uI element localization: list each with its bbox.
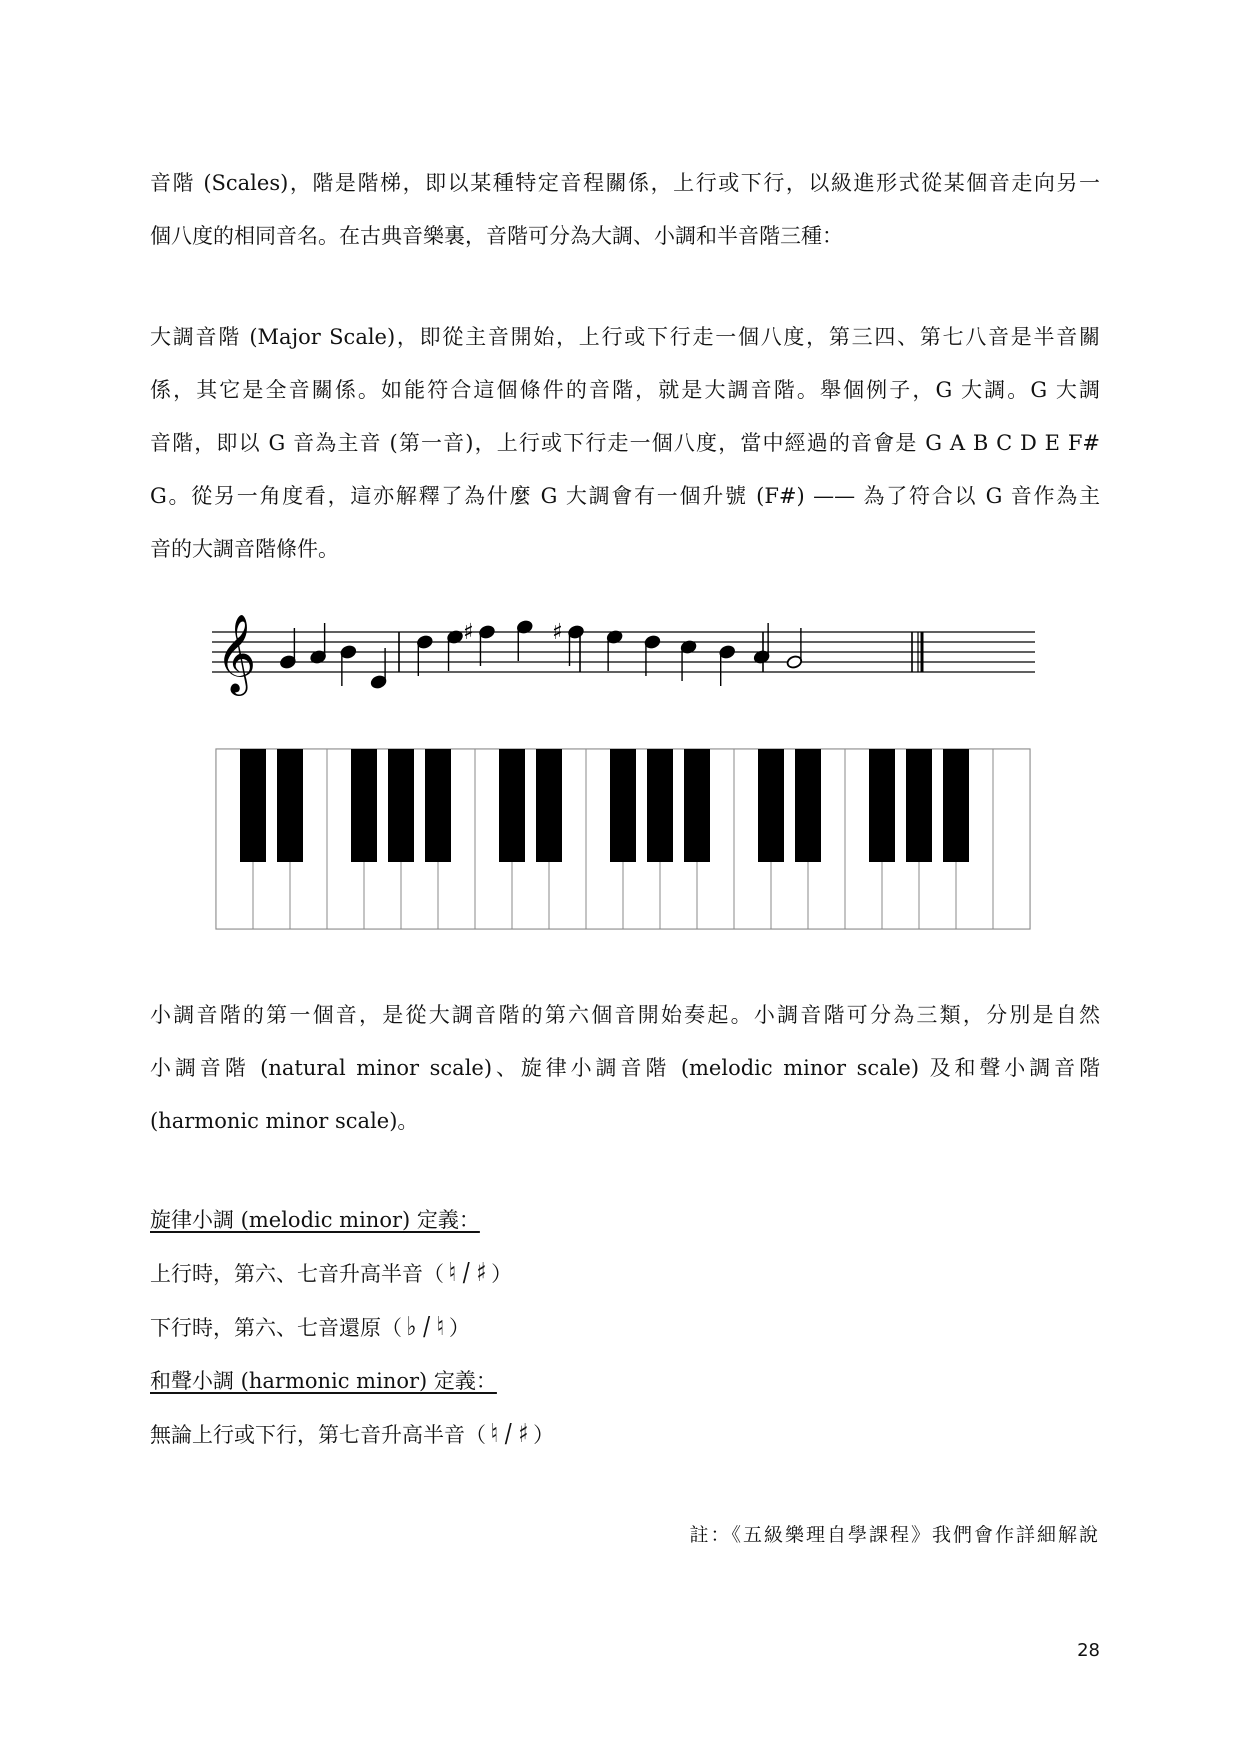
black-key — [684, 749, 710, 862]
text-line: 大調音階 (Major Scale)，即從主音開始，上行或下行走一個八度，第三四、第七八音是半音關 — [150, 325, 1100, 349]
black-key — [869, 749, 895, 862]
text-line: G。從另一角度看，這亦解釋了為什麼 G 大調會有一個升號 (F#) —— 為了符合以 G 音作為主 — [150, 484, 1100, 508]
piano-keyboard — [212, 745, 1032, 935]
g-major-scale-staff — [200, 600, 1040, 710]
black-key — [647, 749, 673, 862]
page-number: 28 — [1077, 1640, 1100, 1661]
harmonic-line — [150, 1408, 1100, 1462]
paren: （ — [423, 1262, 444, 1286]
white-key — [993, 749, 1030, 929]
treble-clef-icon: 𝄞 — [216, 614, 257, 693]
melodic-down-line — [150, 1301, 1100, 1355]
harmonic-label: 無論上行或下行，第七音升高半音 — [150, 1423, 465, 1447]
black-key — [499, 749, 525, 862]
black-key — [351, 749, 377, 862]
paren: ） — [491, 1262, 513, 1286]
black-key — [758, 749, 784, 862]
paren: ） — [448, 1316, 470, 1340]
black-key — [610, 749, 636, 862]
black-key — [425, 749, 451, 862]
minor-scale-paragraph — [150, 989, 1100, 1148]
melodic-minor-heading: 旋律小調 (melodic minor) 定義： — [150, 1208, 480, 1232]
black-key — [795, 749, 821, 862]
text-line: 個八度的相同音名。在古典音樂裏，音階可分為大調、小調和半音階三種： — [150, 224, 843, 248]
major-scale-paragraph — [150, 311, 1100, 576]
text-line: 音階 (Scales)，階是階梯，即以某種特定音程關係，上行或下行，以級進形式從某個音走向另一 — [150, 171, 1100, 195]
sharp-icon: ♯ — [552, 620, 563, 645]
melodic-down-label: 下行時，第六、七音還原 — [150, 1316, 381, 1340]
natural-sharp-symbols: ♮ / ♯ — [448, 1258, 487, 1288]
text-line: 音階，即以 G 音為主音 (第一音)，上行或下行走一個八度，當中經過的音會是 G A B C D E F# — [150, 431, 1100, 455]
paren: （ — [465, 1423, 486, 1447]
black-key — [943, 749, 969, 862]
paren: （ — [381, 1316, 402, 1340]
black-key — [388, 749, 414, 862]
sharp-icon: ♯ — [462, 620, 474, 645]
footnote: 註：《五級樂理自學課程》我們會作詳細解說 — [689, 1524, 1100, 1546]
natural-sharp-symbols: ♮ / ♯ — [490, 1419, 529, 1449]
harmonic-minor-heading: 和聲小調 (harmonic minor) 定義： — [150, 1369, 497, 1393]
melodic-up-label: 上行時，第六、七音升高半音 — [150, 1262, 423, 1286]
definitions — [150, 1194, 1100, 1462]
text-line: 小調音階 (natural minor scale)、旋律小調音階 (melodic minor scale) 及和聲小調音階 — [150, 1056, 1100, 1080]
text-line: 係，其它是全音關係。如能符合這個條件的音階，就是大調音階。舉個例子，G 大調。G 大調 — [150, 378, 1100, 402]
black-key — [240, 749, 266, 862]
flat-natural-symbols: ♭ / ♮ — [406, 1312, 445, 1342]
text-line: 小調音階的第一個音，是從大調音階的第六個音開始奏起。小調音階可分為三類，分別是自然 — [150, 1003, 1100, 1027]
black-key — [536, 749, 562, 862]
black-key — [906, 749, 932, 862]
black-key — [277, 749, 303, 862]
intro-paragraph — [150, 157, 1100, 263]
text-line: 音的大調音階條件。 — [150, 537, 339, 561]
paren: ） — [533, 1423, 555, 1447]
melodic-up-line — [150, 1247, 1100, 1301]
text-line: (harmonic minor scale)。 — [150, 1109, 419, 1133]
